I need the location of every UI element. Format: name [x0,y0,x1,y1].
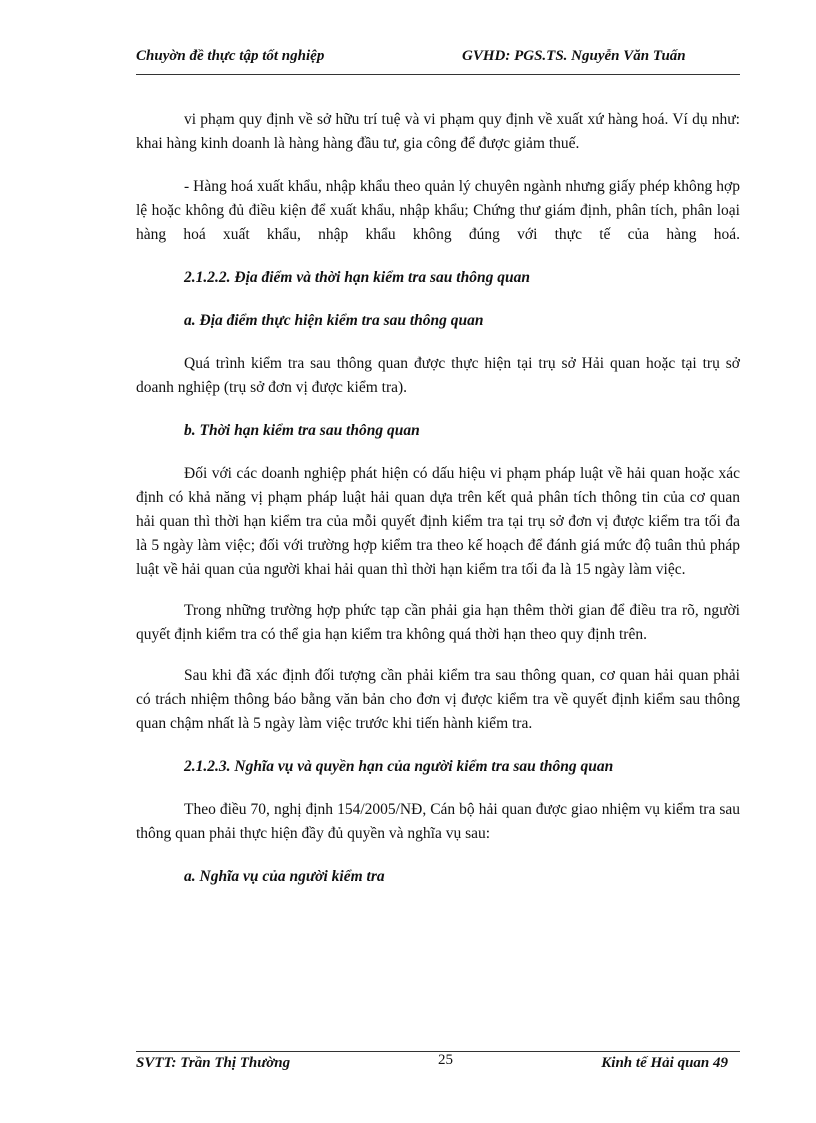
subsection-heading: a. Nghĩa vụ của người kiểm tra [184,868,385,885]
subsection-heading: b. Thời hạn kiểm tra sau thông quan [184,422,420,439]
body-paragraph: Đối với các doanh nghiệp phát hiện có dấu hiệu vi phạm pháp luật về hải quan hoặc xác định có khả năng vị phạm pháp luật hải quan dựa trên kết quả phân tích thông tin của cơ quan hải quan thì thời hạn kiểm tra của mỗi quyết định kiểm tra tại trụ sở đơn vị được kiểm tra tối đa là 5 ngày làm việc; đối với trường hợp kiểm tra theo kế hoạch để đánh giá mức độ tuân thủ pháp luật về hải quan của người khai hải quan thì thời hạn kiểm tra tối đa là 15 ngày làm việc. [136,465,740,578]
subsection-heading: a. Địa điểm thực hiện kiểm tra sau thông quan [184,312,484,329]
page-footer [136,1052,740,1077]
body-paragraph: Sau khi đã xác định đối tượng cần phải kiểm tra sau thông quan, cơ quan hải quan phải có trách nhiệm thông báo bằng văn bản cho đơn vị được kiểm tra về quyết định kiểm sau thông quan chậm nhất là 5 ngày làm việc trước khi tiến hành kiểm tra. [136,667,740,732]
section-heading: 2.1.2.2. Địa điểm và thời hạn kiểm tra sau thông quan [184,269,530,286]
body-paragraph: - Hàng hoá xuất khẩu, nhập khẩu theo quản lý chuyên ngành nhưng giấy phép không hợp lệ hoặc không đủ điều kiện để xuất khẩu, nhập khẩu; Chứng thư giám định, phân tích, phân loại hàng hoá xuất khẩu, nhập khẩu không đúng với thực tế của hàng hoá. [136,178,740,243]
body-paragraph: Quá trình kiểm tra sau thông quan được thực hiện tại trụ sở Hải quan hoặc tại trụ sở doanh nghiệp (trụ sở đơn vị được kiểm tra). [136,355,740,396]
header-title: Chuyờn đề thực tập tốt nghiệp [136,48,325,64]
page-number: 25 [438,1052,453,1068]
page-body [136,108,740,908]
page-header [136,48,740,72]
header-rule [136,74,740,75]
footer-student: SVTT: Trần Thị Thường [136,1055,291,1071]
footer-class: Kinh tế Hải quan 49 [601,1055,728,1071]
section-heading: 2.1.2.3. Nghĩa vụ và quyền hạn của người kiểm tra sau thông quan [184,758,614,775]
body-paragraph: Theo điều 70, nghị định 154/2005/NĐ, Cán bộ hải quan được giao nhiệm vụ kiểm tra sau thông quan phải thực hiện đầy đủ quyền và nghĩa vụ sau: [136,801,740,842]
header-advisor: GVHD: PGS.TS. Nguyễn Văn Tuấn [462,48,686,64]
body-paragraph: vi phạm quy định về sở hữu trí tuệ và vi phạm quy định về xuất xứ hàng hoá. Ví dụ như: khai hàng kinh doanh là hàng hàng đầu tư, gia công để được giảm thuế. [136,111,740,152]
body-paragraph: Trong những trường hợp phức tạp cần phải gia hạn thêm thời gian để điều tra rõ, người quyết định kiểm tra có thể gia hạn kiểm tra không quá thời hạn theo quy định trên. [136,602,740,643]
